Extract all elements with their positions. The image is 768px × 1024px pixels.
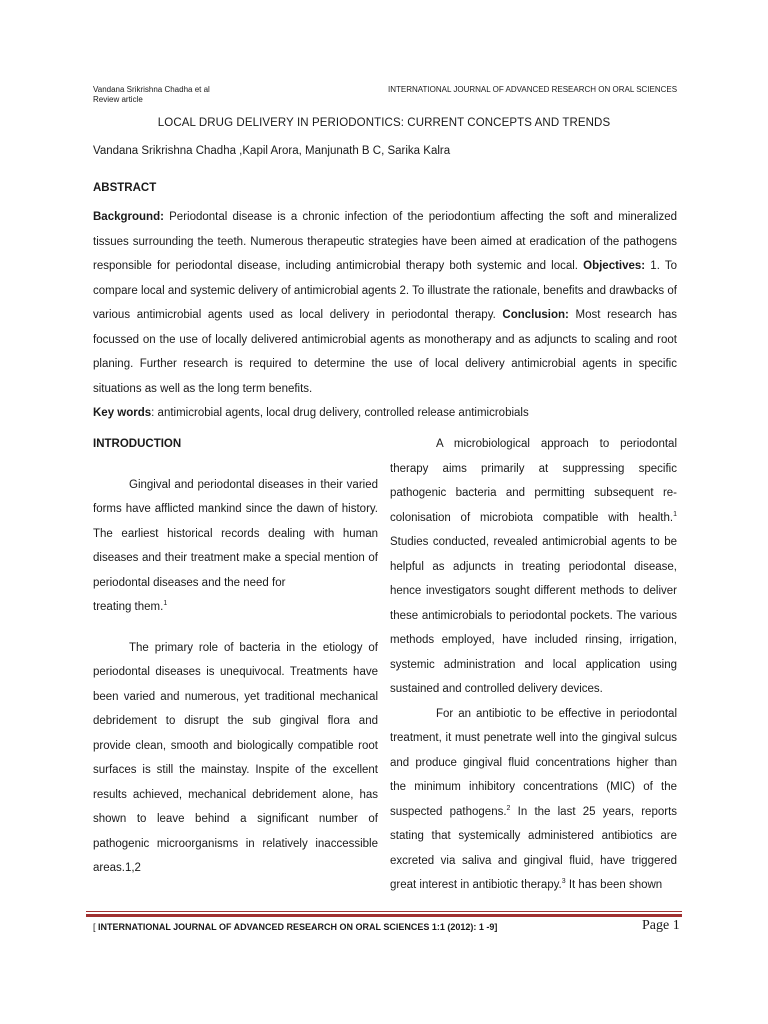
abstract-heading: ABSTRACT (93, 182, 157, 194)
article-title: LOCAL DRUG DELIVERY IN PERIODONTICS: CURRENT CONCEPTS AND TRENDS (157, 117, 611, 129)
footer-rule-thin (86, 911, 682, 912)
intro-paragraph-1-end-text: treating them. (93, 601, 164, 613)
intro-paragraph-3-text: A microbiological approach to periodontal therapy aims primarily at suppressing specific pathogenic bacteria and permitting subsequent re-colonisation of microbiota compatible with health. (390, 438, 677, 524)
intro-paragraph-4-cont: In the last 25 years, reports stating that systemically administered antibiotics are excreted via saliva and gingival fluid, have triggered great interest in antibiotic therapy. (390, 805, 678, 891)
objectives-text: 1. To compare local and systemic delivery of antimicrobial agents 2. To illustrate the rationale, benefits and drawbacks of various antimicrobial agents used as local delivery in periodontal therapy. (93, 260, 677, 321)
keywords-line (93, 407, 529, 419)
intro-paragraph-2: The primary role of bacteria in the etiology of periodontal diseases is unequivocal. Treatments have been varied and numerous, yet traditional mechanical debridement to disrupt the sub gingival flora and provide clean, smooth and biologically compatible root surfaces is still the mainstay. Inspite of the excellent results achieved, mechanical debridement alone, has shown to leave behind a significant number of pathogenic microorganisms in relatively inaccessible areas.1,2 (93, 641, 378, 874)
abstract-body (93, 205, 677, 401)
author-list: Vandana Srikrishna Chadha ,Kapil Arora, Manjunath B C, Sarika Kalra (93, 145, 451, 157)
header-authors: Vandana Srikrishna Chadha et al (93, 85, 210, 94)
footer-citation (93, 922, 497, 932)
conclusion-label: Conclusion: (502, 309, 569, 321)
citation-sup: 2 (506, 804, 511, 812)
left-column (93, 432, 378, 881)
intro-paragraph-3 (390, 432, 677, 702)
footer-citation-text: INTERNATIONAL JOURNAL OF ADVANCED RESEARCH ON ORAL SCIENCES 1:1 (2012): 1 -9] (95, 922, 498, 932)
objectives-label: Objectives: (583, 260, 646, 272)
header-article-type: Review article (93, 95, 143, 104)
running-header-left (93, 85, 210, 105)
background-label: Background: (93, 211, 164, 223)
footer-bracket: [ (93, 922, 96, 932)
citation-sup: 1 (163, 600, 168, 608)
footer-rule-thick (86, 914, 682, 917)
page-number: Page 1 (642, 918, 680, 933)
intro-paragraph-4 (390, 702, 677, 898)
introduction-heading: INTRODUCTION (93, 438, 182, 450)
intro-paragraph-1: Gingival and periodontal diseases in their varied forms have afflicted mankind since the dawn of history. The earliest historical records dealing with human diseases and their treatment make a special mention of periodontal diseases and the need for (93, 478, 378, 589)
background-text: Periodontal disease is a chronic infection of the periodontium affecting the soft and mineralized tissues surrounding the teeth. Numerous therapeutic strategies have been aimed at eradication of the pathogens responsible for periodontal disease, including antimicrobial therapy both systemic and local. (93, 211, 677, 272)
intro-paragraph-4-text: For an antibiotic to be effective in periodontal treatment, it must penetrate well into the gingival sulcus and produce gingival fluid concentrations higher than the minimum inhibitory concentrations (MIC) of the suspected pathogens. (390, 707, 677, 818)
conclusion-text: Most research has focussed on the use of locally delivered antimicrobial agents as monotherapy and as adjuncts to scaling and root planing. Further research is required to determine the use of local delivery antimicrobial agents in specific situations as well as the long term benefits. (93, 309, 677, 395)
keywords-label: Key words (93, 407, 152, 419)
header-journal-name: INTERNATIONAL JOURNAL OF ADVANCED RESEARCH ON ORAL SCIENCES (388, 85, 678, 94)
citation-sup: 1 (673, 510, 677, 518)
intro-paragraph-3-cont: Studies conducted, revealed antimicrobial agents to be helpful as adjuncts in treating periodontal disease, hence investigators sought different methods to deliver these antimicrobials to periodontal pockets. The various methods employed, have included rinsing, irrigation, systemic administration and local application using sustained and controlled delivery devices. (390, 536, 677, 695)
keywords-text: : antimicrobial agents, local drug delivery, controlled release antimicrobials (151, 407, 529, 419)
citation-sup: 3 (561, 878, 566, 886)
intro-paragraph-4-end: It has been shown (565, 879, 663, 891)
right-column (390, 432, 677, 898)
intro-paragraph-1-end (93, 595, 378, 620)
